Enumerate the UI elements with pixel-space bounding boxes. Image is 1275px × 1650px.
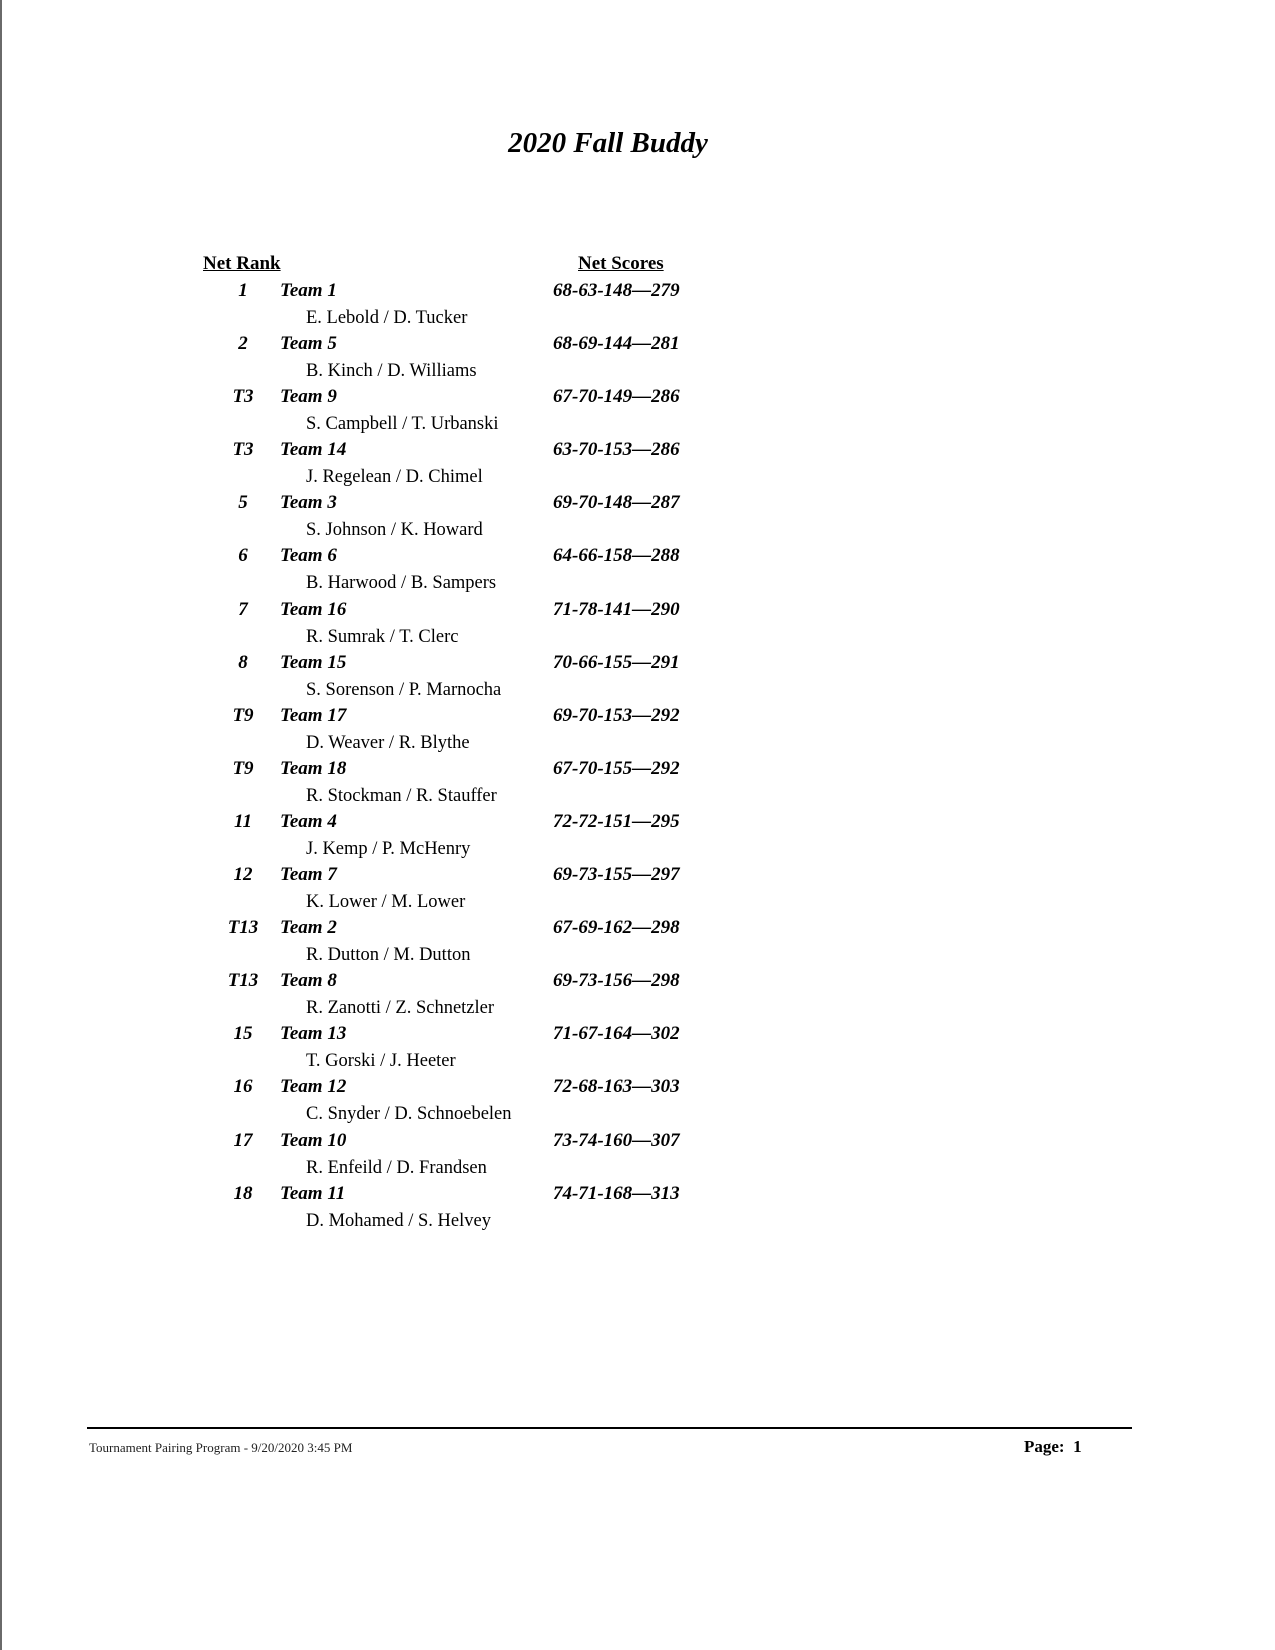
net-scores: 63-70-153—286 (553, 439, 680, 461)
results-list (0, 280, 900, 1236)
net-rank-header: Net Rank (203, 253, 281, 274)
rank-cell: T13 (227, 917, 259, 939)
team-name: Team 17 (280, 704, 347, 726)
net-scores: 64-66-158—288 (553, 545, 680, 567)
player-names: B. Harwood / B. Sampers (306, 573, 497, 594)
net-scores: 67-70-149—286 (553, 386, 680, 408)
result-entry (0, 705, 900, 758)
rank-cell: T3 (232, 386, 254, 408)
rank-cell: 8 (238, 651, 248, 673)
net-scores: 69-70-148—287 (553, 492, 680, 514)
player-names: C. Snyder / D. Schnoebelen (306, 1104, 512, 1125)
net-scores: 72-68-163—303 (553, 1076, 680, 1098)
result-entry (0, 1023, 900, 1076)
result-entry (0, 864, 900, 917)
player-names: E. Lebold / D. Tucker (306, 308, 468, 328)
player-names: D. Weaver / R. Blythe (306, 732, 470, 753)
player-names: J. Regelean / D. Chimel (306, 467, 483, 488)
footer-divider (87, 1427, 1132, 1429)
net-scores: 71-78-141—290 (553, 598, 680, 620)
result-entry (0, 970, 900, 1023)
team-name: Team 2 (280, 917, 337, 939)
page-number: 1 (1073, 1437, 1082, 1456)
net-scores: 68-69-144—281 (553, 333, 680, 355)
net-scores: 72-72-151—295 (553, 810, 680, 832)
player-names: S. Johnson / K. Howard (306, 520, 483, 541)
result-entry (0, 811, 900, 864)
result-entry (0, 758, 900, 811)
result-entry (0, 652, 900, 705)
rank-cell: 2 (238, 333, 248, 355)
team-name: Team 9 (280, 386, 337, 408)
rank-cell: 17 (233, 1129, 253, 1151)
team-name: Team 11 (280, 1182, 346, 1204)
rank-cell: 15 (233, 1023, 253, 1045)
rank-cell: T3 (232, 439, 254, 461)
page-indicator (1024, 1437, 1082, 1457)
net-scores: 73-74-160—307 (553, 1129, 680, 1151)
rank-cell: 16 (233, 1076, 253, 1098)
net-scores: 71-67-164—302 (553, 1023, 680, 1045)
result-entry (0, 492, 900, 545)
player-names: R. Sumrak / T. Clerc (306, 626, 459, 647)
rank-cell: 1 (238, 280, 248, 301)
team-name: Team 8 (280, 970, 337, 992)
result-entry (0, 439, 900, 492)
net-scores: 67-69-162—298 (553, 917, 680, 939)
rank-cell: 7 (238, 598, 248, 620)
player-names: K. Lower / M. Lower (306, 892, 466, 913)
net-scores: 69-73-156—298 (553, 970, 680, 992)
result-entry (0, 1130, 900, 1183)
footer-program-info: Tournament Pairing Program - 9/20/2020 3:45 PM (89, 1440, 353, 1455)
net-scores: 69-73-155—297 (553, 864, 680, 886)
rank-cell: T9 (232, 757, 254, 779)
team-name: Team 12 (280, 1076, 347, 1098)
player-names: R. Enfeild / D. Frandsen (306, 1157, 487, 1178)
net-scores: 67-70-155—292 (553, 757, 680, 779)
result-entry (0, 545, 900, 598)
team-name: Team 4 (280, 810, 337, 832)
net-scores-header: Net Scores (578, 253, 664, 274)
team-name: Team 1 (280, 280, 337, 301)
net-scores: 69-70-153—292 (553, 704, 680, 726)
rank-cell: 5 (238, 492, 248, 514)
player-names: S. Sorenson / P. Marnocha (306, 679, 502, 700)
player-names: T. Gorski / J. Heeter (306, 1051, 456, 1072)
rank-cell: 6 (238, 545, 248, 567)
net-scores: 68-63-148—279 (553, 280, 680, 301)
team-name: Team 3 (280, 492, 337, 514)
team-name: Team 5 (280, 333, 337, 355)
team-name: Team 18 (280, 757, 347, 779)
net-scores: 70-66-155—291 (553, 651, 680, 673)
page-title: 2020 Fall Buddy (508, 127, 708, 159)
player-names: D. Mohamed / S. Helvey (306, 1210, 491, 1231)
team-name: Team 6 (280, 545, 337, 567)
player-names: J. Kemp / P. McHenry (306, 838, 471, 859)
team-name: Team 16 (280, 598, 347, 620)
rank-cell: 11 (234, 810, 252, 832)
team-name: Team 10 (280, 1129, 347, 1151)
result-entry (0, 386, 900, 439)
team-name: Team 15 (280, 651, 347, 673)
player-names: R. Dutton / M. Dutton (306, 945, 471, 966)
rank-cell: T9 (232, 704, 254, 726)
player-names: B. Kinch / D. Williams (306, 361, 477, 382)
rank-cell: 18 (233, 1182, 253, 1204)
result-entry (0, 1183, 900, 1236)
result-entry (0, 280, 900, 333)
player-names: R. Zanotti / Z. Schnetzler (306, 998, 495, 1019)
rank-cell: T13 (227, 970, 259, 992)
result-entry (0, 917, 900, 970)
team-name: Team 13 (280, 1023, 347, 1045)
net-scores: 74-71-168—313 (553, 1182, 680, 1204)
page-label: Page: (1024, 1437, 1065, 1456)
result-entry (0, 1076, 900, 1129)
team-name: Team 14 (280, 439, 347, 461)
result-entry (0, 333, 900, 386)
team-name: Team 7 (280, 864, 337, 886)
rank-cell: 12 (233, 864, 253, 886)
player-names: S. Campbell / T. Urbanski (306, 414, 499, 435)
result-entry (0, 599, 900, 652)
player-names: R. Stockman / R. Stauffer (306, 785, 497, 806)
